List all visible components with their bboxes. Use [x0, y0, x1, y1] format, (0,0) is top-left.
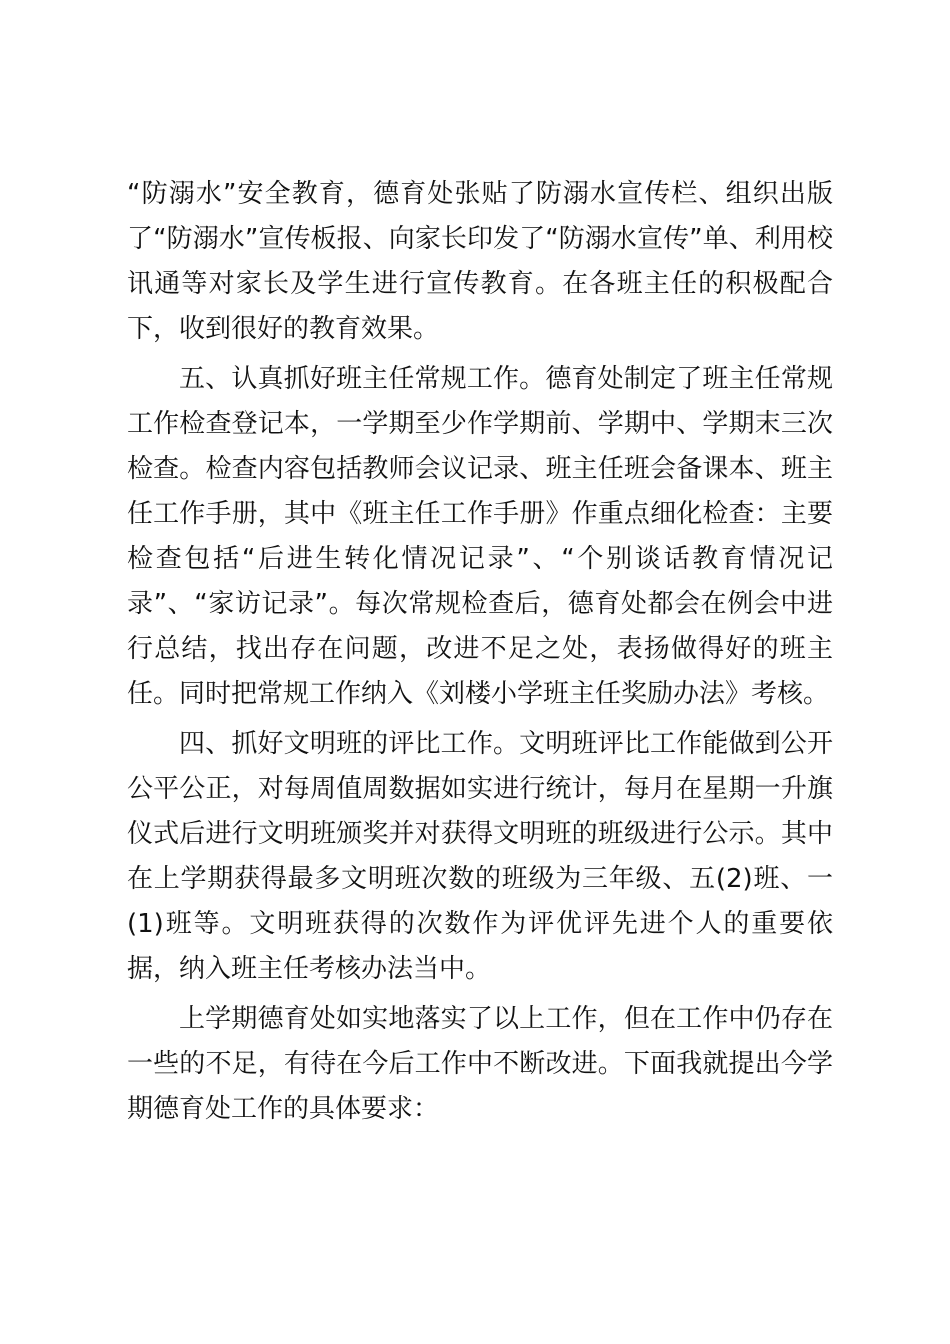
paragraph-civilized-class-evaluation: 四、抓好文明班的评比工作。文明班评比工作能做到公开公平公正，对每周值周数据如实进行统计，每月在星期一升旗仪式后进行文明班颁奖并对获得文明班的班级进行公示。其中在上学期获得最多文明班次数的班级为三年级、五(2)班、一(1)班等。文明班获得的次数作为评优评先进个人的重要依据，纳入班主任考核办法当中。: [127, 729, 833, 984]
document-body: [127, 172, 833, 1137]
paragraph-summary-requirements: 上学期德育处如实地落实了以上工作，但在工作中仍存在一些的不足，有待在今后工作中不断改进。下面我就提出今学期德育处工作的具体要求：: [127, 1004, 833, 1124]
paragraph-anti-drowning-education: “防溺水”安全教育，德育处张贴了防溺水宣传栏、组织出版了“防溺水”宣传板报、向家长印发了“防溺水宣传”单、利用校讯通等对家长及学生进行宣传教育。在各班主任的积极配合下，收到很好的教育效果。: [127, 179, 833, 344]
paragraph-head-teacher-routine: 五、认真抓好班主任常规工作。德育处制定了班主任常规工作检查登记本，一学期至少作学期前、学期中、学期末三次检查。检查内容包括教师会议记录、班主任班会备课本、班主任工作手册，其中《班主任工作手册》作重点细化检查：主要检查包括“后进生转化情况记录”、“个别谈话教育情况记录”、“家访记录”。每次常规检查后，德育处都会在例会中进行总结，找出存在问题，改进不足之处，表扬做得好的班主任。同时把常规工作纳入《刘楼小学班主任奖励办法》考核。: [127, 364, 833, 709]
